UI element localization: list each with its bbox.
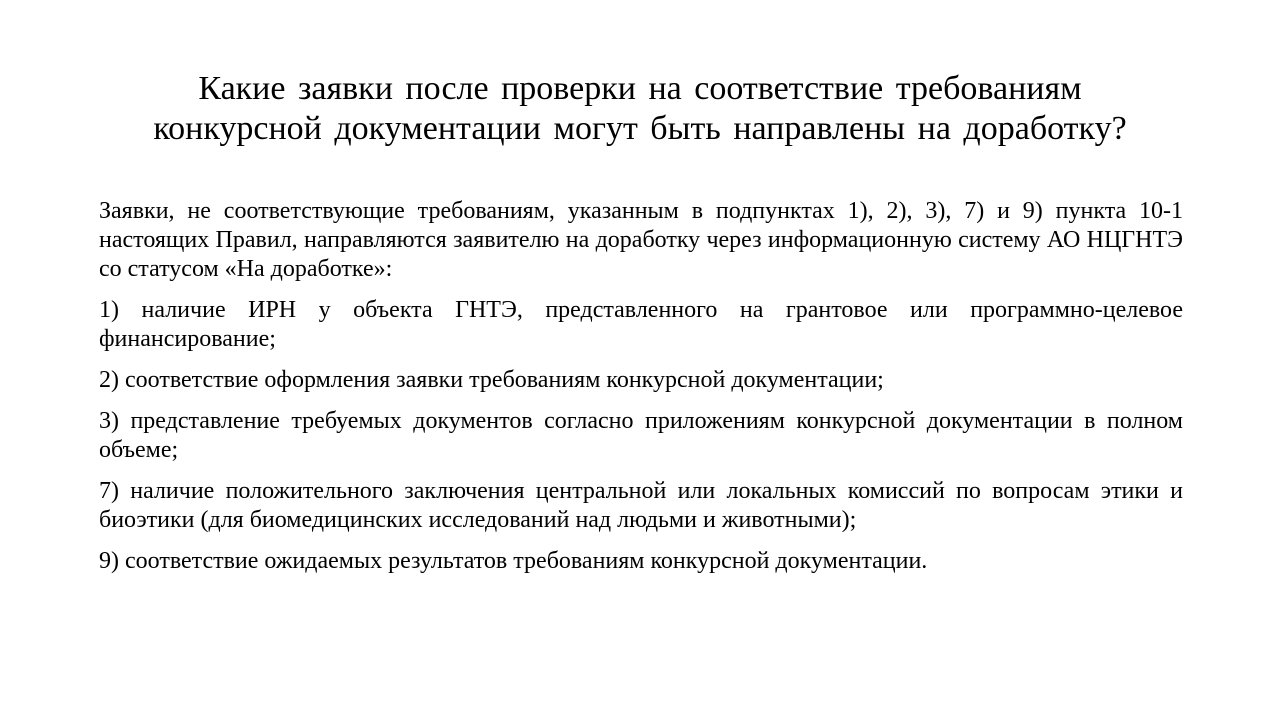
requirement-item-3: 3) представление требуемых документов согласно приложениям конкурсной документации в полном объеме; xyxy=(99,408,1183,463)
requirement-item-7: 7) наличие положительного заключения центральной или локальных комиссий по вопросам этики и биоэтики (для биомедицинских исследований над людьми и животными); xyxy=(99,478,1183,533)
slide-title-line-1: Какие заявки после проверки на соответствие требованиям xyxy=(198,70,1082,107)
slide-title xyxy=(100,69,1180,149)
intro-paragraph: Заявки, не соответствующие требованиям, указанным в подпунктах 1), 2), 3), 7) и 9) пункта 10-1 настоящих Правил, направляются заявителю на доработку через информационную систему АО НЦГНТЭ со статусом «На доработке»: xyxy=(99,198,1183,282)
slide-title-line-2: конкурсной документации могут быть направлены на доработку? xyxy=(153,110,1127,147)
slide-body xyxy=(99,197,1183,576)
requirement-item-2: 2) соответствие оформления заявки требованиям конкурсной документации; xyxy=(99,367,884,393)
requirement-item-1: 1) наличие ИРН у объекта ГНТЭ, представленного на грантовое или программно-целевое финансирование; xyxy=(99,297,1183,352)
requirement-item-9: 9) соответствие ожидаемых результатов требованиям конкурсной документации. xyxy=(99,548,928,574)
